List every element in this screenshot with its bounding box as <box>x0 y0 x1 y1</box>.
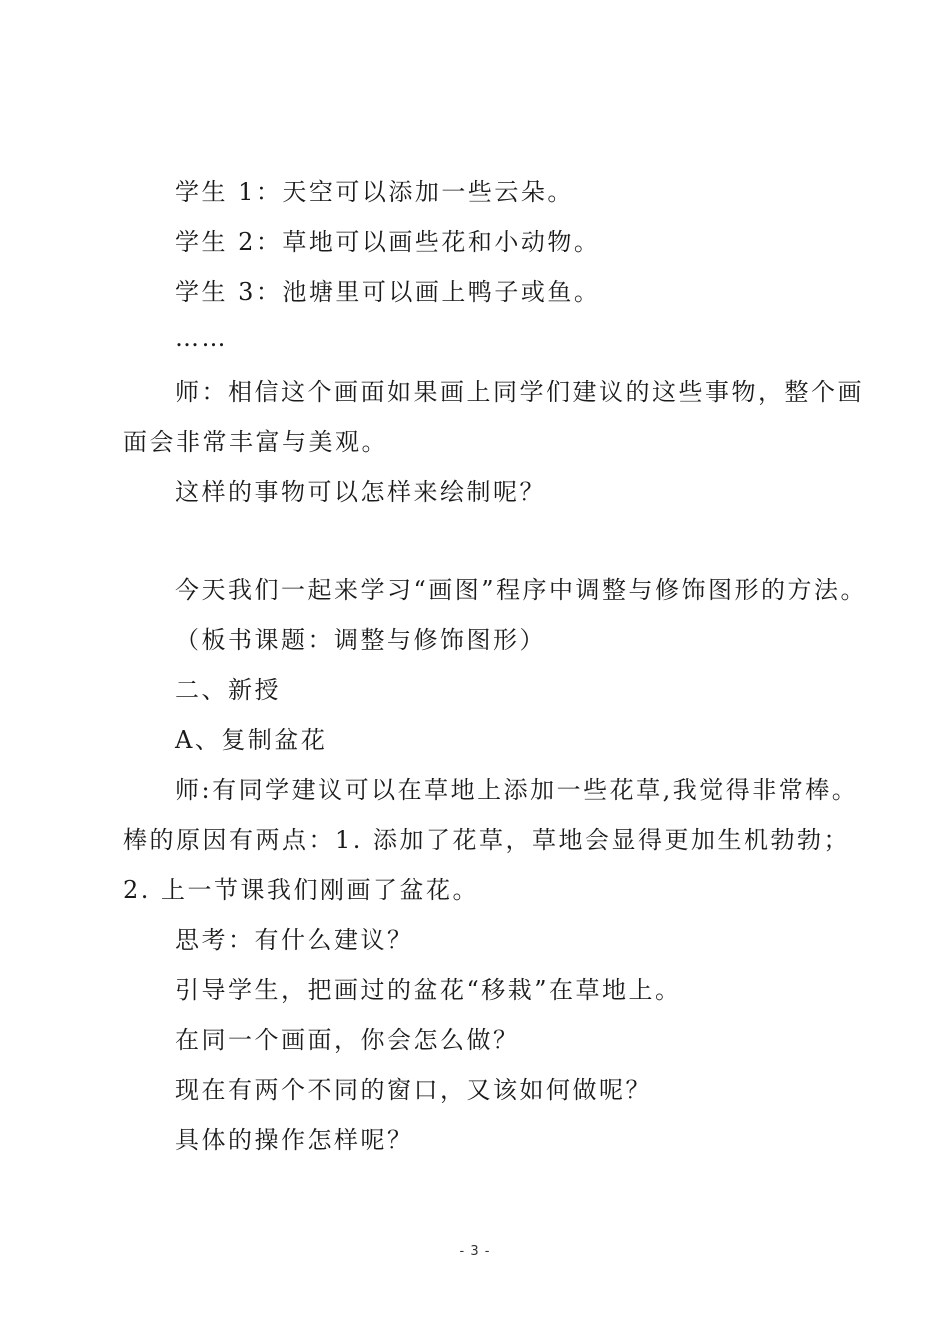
paragraph-student-3: 学生 3：池塘里可以画上鸭子或鱼。 <box>175 278 601 306</box>
paragraph-operation: 具体的操作怎样呢？ <box>175 1126 414 1154</box>
paragraph-question: 这样的事物可以怎样来绘制呢？ <box>175 478 546 506</box>
ellipsis-line: …… <box>175 324 228 352</box>
paragraph-same-canvas: 在同一个画面，你会怎么做？ <box>175 1026 520 1054</box>
paragraph-think: 思考：有什么建议？ <box>175 926 414 954</box>
paragraph-student-2: 学生 2：草地可以画些花和小动物。 <box>175 228 601 256</box>
paragraph-two-windows: 现在有两个不同的窗口，又该如何做呢？ <box>175 1076 652 1104</box>
section-heading-new-lesson: 二、新授 <box>175 676 281 704</box>
page-number: - 3 - <box>459 1244 491 1259</box>
paragraph-board-title: （板书课题：调整与修饰图形） <box>175 626 546 654</box>
paragraph-student-1: 学生 1：天空可以添加一些云朵。 <box>175 178 574 206</box>
paragraph-guide: 引导学生，把画过的盆花“移栽”在草地上。 <box>175 976 682 1004</box>
subsection-heading-copy-flower: A、复制盆花 <box>175 726 328 754</box>
paragraph-introduction: 今天我们一起来学习“画图”程序中调整与修饰图形的方法。 <box>175 576 868 604</box>
paragraph-teacher-2-line-3: 2. 上一节课我们刚画了盆花。 <box>123 876 480 904</box>
paragraph-teacher-1-line-1: 师：相信这个画面如果画上同学们建议的这些事物，整个画 <box>175 378 864 406</box>
paragraph-teacher-1-line-2: 面会非常丰富与美观。 <box>123 428 388 456</box>
paragraph-teacher-2-line-2: 棒的原因有两点：1. 添加了花草，草地会显得更加生机勃勃； <box>123 826 851 854</box>
paragraph-teacher-2-line-1: 师:有同学建议可以在草地上添加一些花草,我觉得非常棒。 <box>175 776 859 804</box>
